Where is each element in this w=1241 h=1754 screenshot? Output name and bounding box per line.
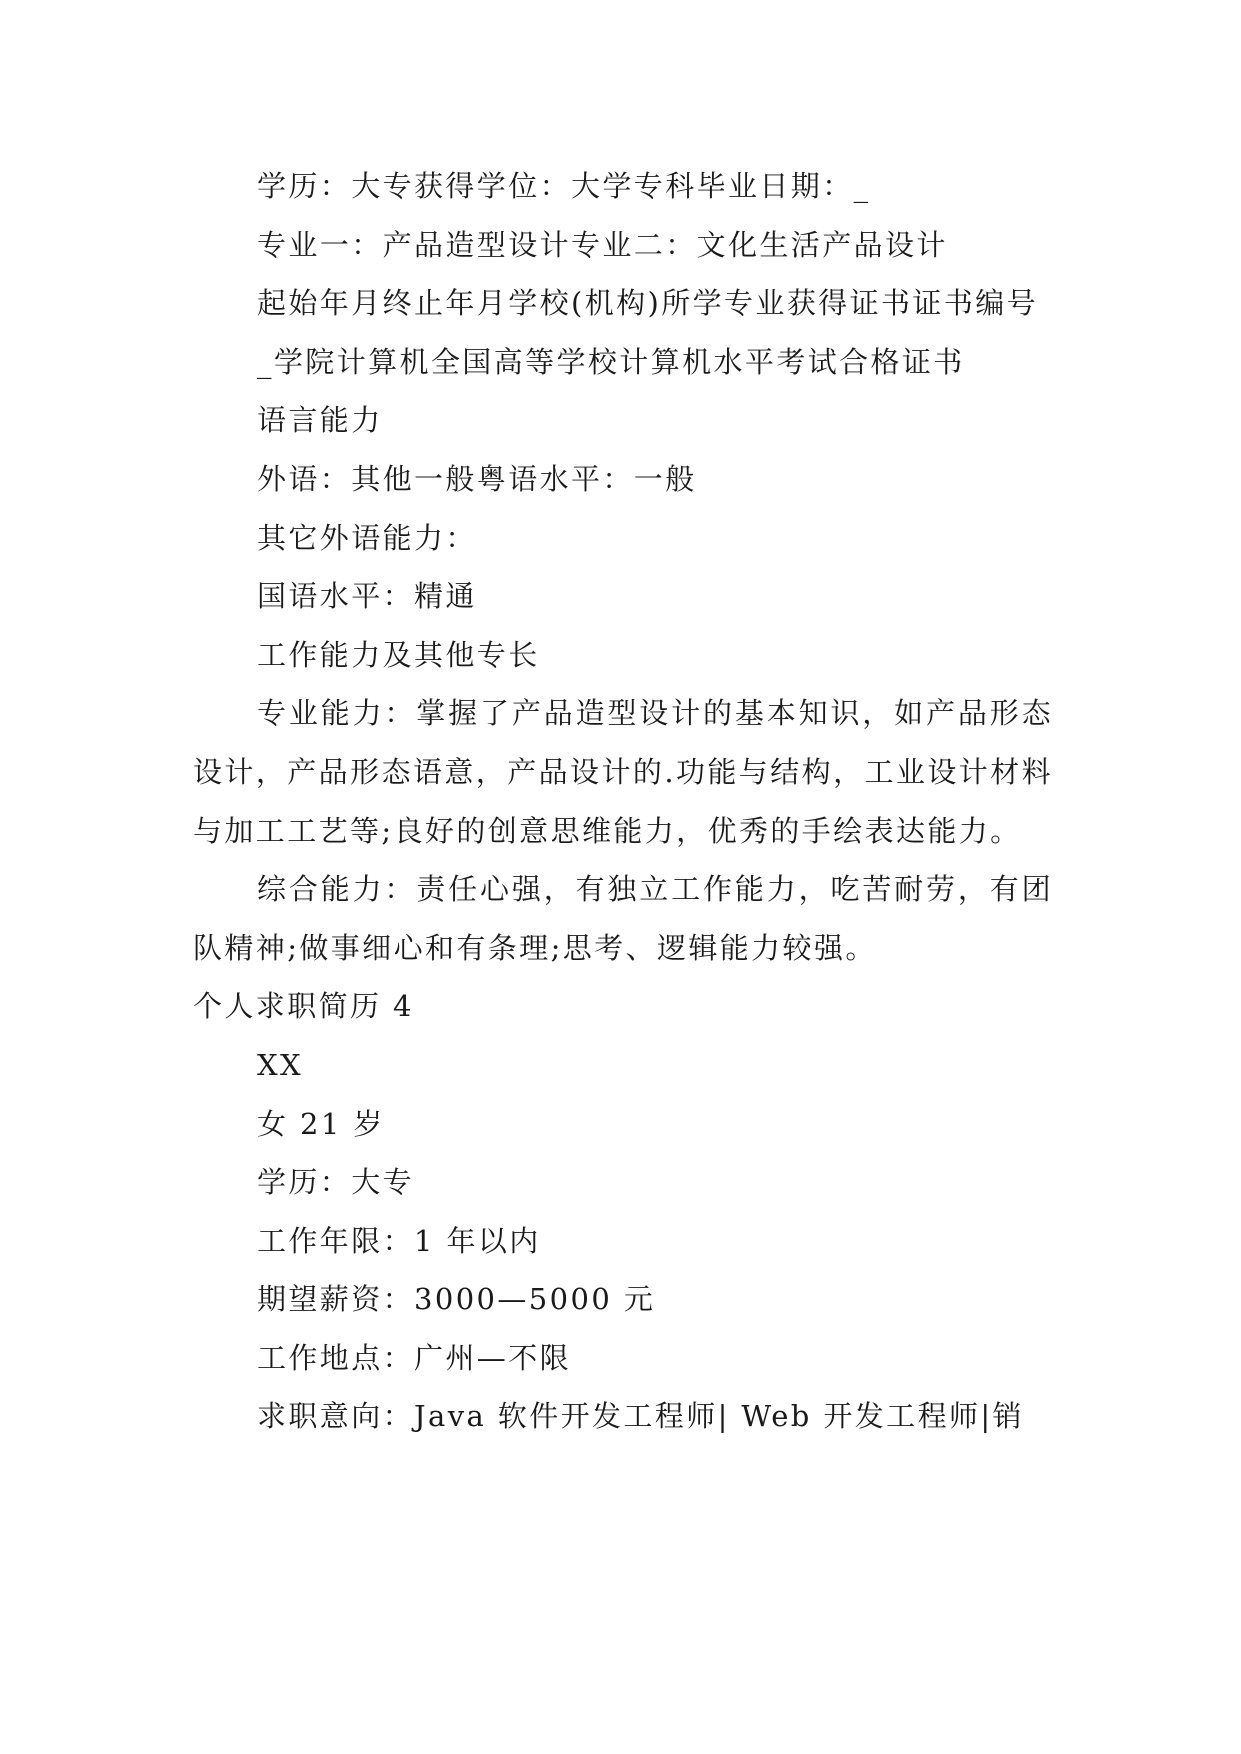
general-ability-paragraph: 综合能力：责任心强，有独立工作能力，吃苦耐劳，有团队精神;做事细心和有条理;思考、逻辑能力较强。 xyxy=(193,872,1053,965)
mandarin-level-line: 国语水平：精通 xyxy=(257,579,477,614)
resume-section-title: 个人求职简历 4 xyxy=(193,989,414,1024)
certificate-entry: _学院计算机全国高等学校计算机水平考试合格证书 xyxy=(257,344,965,379)
candidate-name: XX xyxy=(257,1047,304,1082)
major-line: 专业一：产品造型设计专业二：文化生活产品设计 xyxy=(257,227,948,262)
education-level-line: 学历：大专 xyxy=(257,1165,415,1200)
skills-section-heading: 工作能力及其他专长 xyxy=(257,637,540,672)
language-section-heading: 语言能力 xyxy=(257,403,383,438)
work-location-line: 工作地点：广州—不限 xyxy=(257,1340,572,1375)
education-line: 学历：大专获得学位：大学专科毕业日期：_ xyxy=(257,169,871,203)
certificate-header-line: 起始年月终止年月学校(机构)所学专业获得证书证书编号 xyxy=(257,286,1039,321)
job-intention-line: 求职意向：Java 软件开发工程师| Web 开发工程师|销 xyxy=(257,1399,1024,1434)
document-body xyxy=(193,157,1053,1446)
foreign-language-line: 外语：其他一般粤语水平：一般 xyxy=(257,461,697,496)
expected-salary-line: 期望薪资：3000—5000 元 xyxy=(257,1282,656,1317)
professional-ability-paragraph: 专业能力：掌握了产品造型设计的基本知识，如产品形态设计，产品形态语意，产品设计的.功能与结构，工业设计材料与加工工艺等;良好的创意思维能力，优秀的手绘表达能力。 xyxy=(193,696,1053,848)
gender-age-line: 女 21 岁 xyxy=(257,1106,385,1141)
work-experience-line: 工作年限：1 年以内 xyxy=(257,1223,541,1258)
other-language-line: 其它外语能力： xyxy=(257,520,477,555)
